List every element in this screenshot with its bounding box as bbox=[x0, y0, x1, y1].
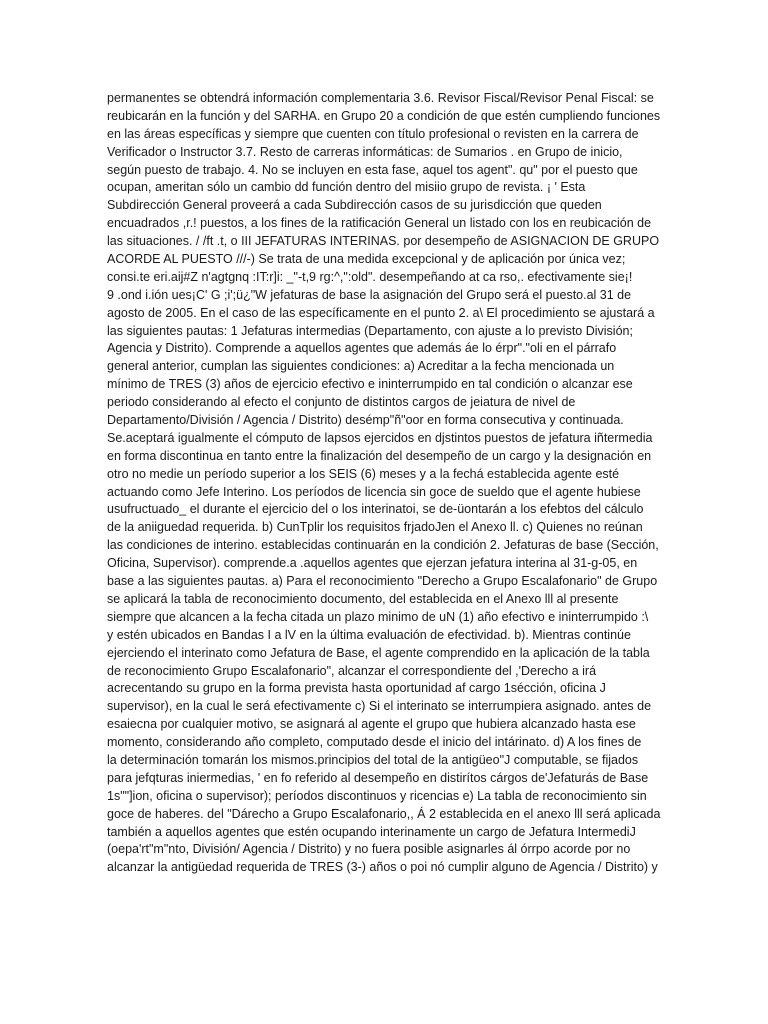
text-line: goce de haberes. del "Dárecho a Grupo Escalafonario,, Á 2 establecida en el anexo lll será aplicada bbox=[107, 806, 661, 821]
text-line: también a aquellos agentes que estén ocupando interinamente un cargo de Jefatura IntermediJ bbox=[107, 824, 636, 839]
text-line: las situaciones. / /ft .t, o III JEFATURAS INTERINAS. por desempeño de ASIGNACION DE GRUPO bbox=[107, 234, 660, 249]
text-line: siempre que alcancen a la fecha citada un plazo minimo de uN (1) año efectivo e ininterrumpido :\ bbox=[107, 609, 649, 624]
text-line: ACORDE AL PUESTO ///-) Se trata de una medida excepcional y de aplicación por única vez; bbox=[107, 252, 626, 267]
text-line: de la aniiguedad requerida. b) CunTplir los requisitos frjadoJen el Anexo ll. c) Quienes no reúnan bbox=[107, 520, 643, 535]
text-line: Subdirección General proveerá a cada Subdirección casos de su jurisdicción que queden bbox=[107, 198, 602, 213]
text-line: supervisor), en la cual le será efectivamente c) Si el interinato se interrumpiera asignado. antes de bbox=[107, 699, 652, 714]
text-line: usufructuado_ el durante el ejercicio del o los interinatoi, se de-üontarán a los efebtos del cálculo bbox=[107, 502, 644, 517]
text-line: Se.aceptará igualmente el cómputo de lapsos ejercidos en djstintos puestos de jefatura iñtermedia bbox=[107, 430, 653, 445]
text-line: permanentes se obtendrá información complementaria 3.6. Revisor Fiscal/Revisor Penal Fiscal: se bbox=[107, 91, 654, 105]
text-line: base a las siguientes pautas. a) Para el reconocimiento "Derecho a Grupo Escalafonario" de Grupo bbox=[107, 574, 658, 589]
text-line: periodo considerando al efecto el conjunto de distintos cargos de jeiatura de nivel de bbox=[107, 395, 576, 410]
text-line: encuadrados ,r.! puestos, a los fines de la ratificación General un listado con los en reubicación de bbox=[107, 216, 652, 231]
text-line: la determinación tomarán los mismos.principios del total de la antigüeo"J computable, se fijados bbox=[107, 752, 639, 767]
text-line: (oepa'rt"m"nto, División/ Agencia / Distrito) y no fuera posible asignarles ál órrpo acorde por no bbox=[107, 842, 631, 857]
text-line: según puesto de trabajo. 4. No se incluyen en esta fase, aquel tos agent". qu" por el puesto que bbox=[107, 162, 638, 177]
text-line: las condiciones de interino. establecidas continuarán en la condición 2. Jefaturas de base (Sección, bbox=[107, 538, 659, 553]
text-line: alcanzar la antigüedad requerida de TRES (3-) años o poi nó cumplir alguno de Agencia / Distrito) y bbox=[107, 860, 658, 875]
text-line: las siguientes pautas: 1 Jefaturas intermedias (Departamento, con ajuste a lo previsto División; bbox=[107, 323, 633, 338]
text-line: en forma discontinua en tanto entre la finalización del desempeño de un cargo y la designación en bbox=[107, 448, 652, 463]
text-line: ocupan, ameritan sólo un cambio dd función dentro del misiio grupo de revista. ¡ ' Esta bbox=[107, 180, 586, 195]
text-line: para jefqturas iniermedias, ' en fo referido al desempeño en distirítos cárgos de'Jefaturás de Base bbox=[107, 770, 649, 785]
text-line: consi.te eri.aij#Z n'agtgnq :IT:r]i: _"-t,9 rg:^,":old". desempeñando at ca rso,. efectivamente sie¡! bbox=[107, 269, 633, 284]
text-line: actuando como Jefe Interino. Los períodos de licencia sin goce de sueldo que el agente hubiese bbox=[107, 484, 641, 499]
text-line: Verificador o Instructor 3.7. Resto de carreras informáticas: de Sumarios . en Grupo de inicio, bbox=[107, 144, 623, 159]
document-body-text bbox=[107, 90, 663, 877]
text-line: agosto de 2005. En el caso de las específicamente en el punto 2. a\ El procedimiento se ajustará a bbox=[107, 305, 655, 320]
text-line: mínimo de TRES (3) años de ejercicio efectivo e ininterrumpido en tal condición o alcanzar ese bbox=[107, 377, 633, 392]
text-line: de reconocimiento Grupo Escalafonario", alcanzar el correspondiente del ,'Derecho a irá bbox=[107, 663, 597, 678]
text-line: acrecentando su grupo en la forma prevista hasta oportunidad af cargo 1sécción, oficina J bbox=[107, 681, 606, 696]
text-line: y estén ubicados en Bandas I a lV en la última evaluación de efectividad. b). Mientras continúe bbox=[107, 627, 631, 642]
text-line: Oficina, Supervisor). comprende.a .aquellos agentes que ejerzan jefatura interina al 31-g-05, en bbox=[107, 556, 638, 571]
text-line: 9 .ond i.ión ues¡C' G ;i';ü¿"W jefaturas de base la asignación del Grupo será el puesto.al 31 de bbox=[107, 287, 632, 302]
text-line: en las áreas específicas y siempre que cuenten con título profesional o revisten en la carrera de bbox=[107, 126, 639, 141]
text-line: reubicarán en la función y del SARHA. en Grupo 20 a condición de que estén cumpliendo funciones bbox=[107, 108, 661, 123]
text-line: otro no medie un período superior a los SEIS (6) meses y a la fechá establecida agente esté bbox=[107, 466, 620, 481]
text-line: ejerciendo el interinato como Jefatura de Base, el agente comprendido en la aplicación de la tabla bbox=[107, 645, 650, 660]
text-line: esaiecna por cualquier motivo, se asignará al agente el grupo que hubiera alcanzado hasta ese bbox=[107, 717, 636, 732]
text-line: momento, considerando año completo, computado desde el inicio del intárinato. d) A los fines de bbox=[107, 735, 642, 750]
text-line: general anterior, cumplan las siguientes condiciones: a) Acreditar a la fecha mencionada un bbox=[107, 359, 615, 374]
text-line: 1s""]ion, oficina o supervisor); períodos discontinuos y ricencias e) La tabla de reconocimiento sin bbox=[107, 788, 647, 803]
text-line: Agencia y Distrito). Comprende a aquellos agentes que además áe lo érpr"."oli en el párrafo bbox=[107, 341, 617, 356]
text-line: Departamento/División / Agencia / Distrito) desémp"ñ"oor en forma consecutiva y continuada. bbox=[107, 413, 624, 428]
text-line: se aplicará la tabla de reconocimiento documento, del establecida en el Anexo lll al presente bbox=[107, 591, 619, 606]
